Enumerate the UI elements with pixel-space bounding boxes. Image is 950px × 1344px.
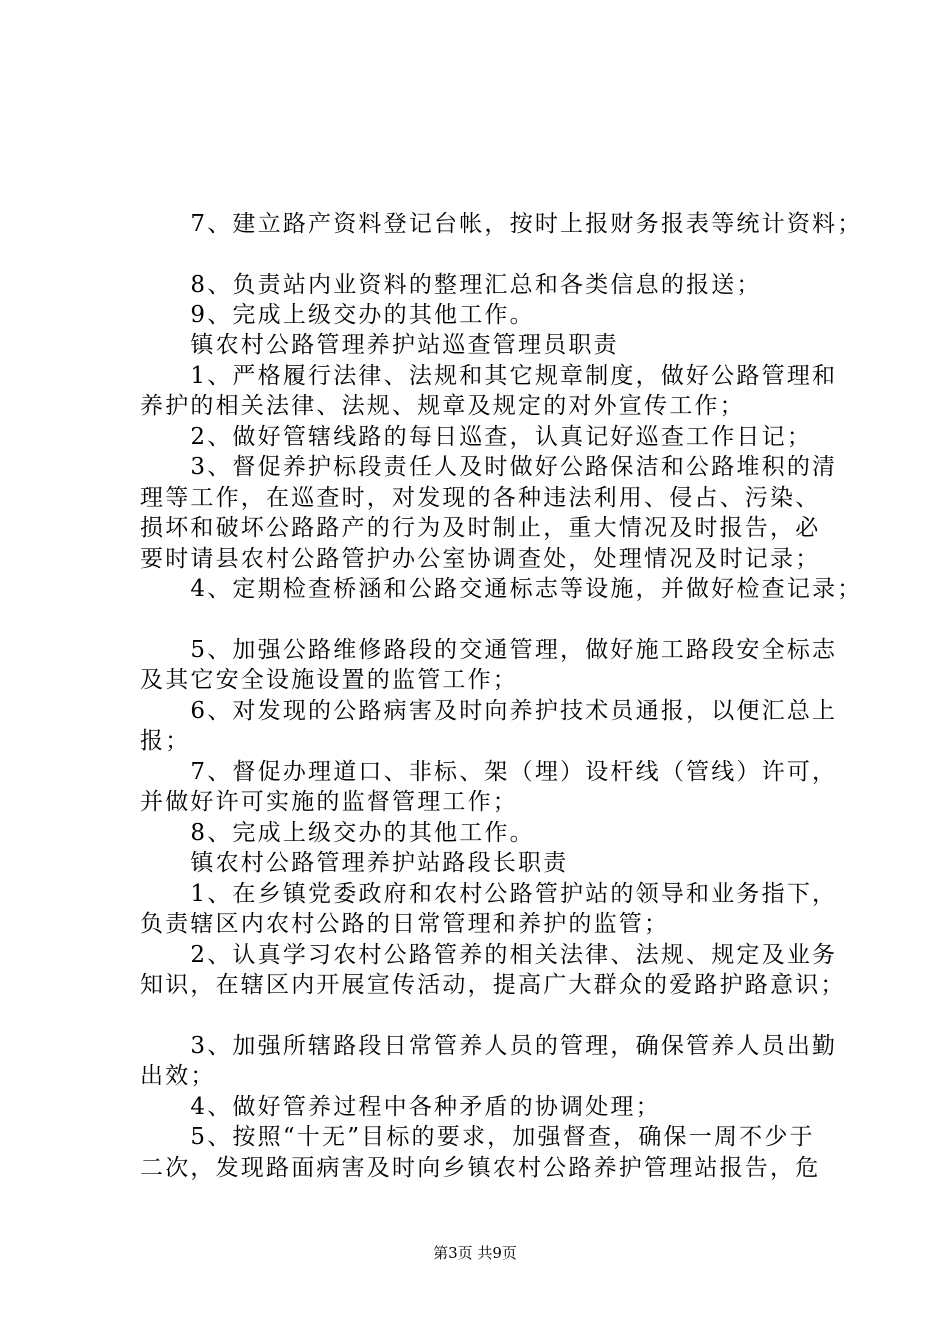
text-line: 理等工作，在巡查时，对发现的各种违法利用、侵占、污染、 xyxy=(140,485,821,511)
text-line: 1、在乡镇党委政府和农村公路管护站的领导和业务指下， xyxy=(140,881,838,907)
text-line: 7、建立路产资料登记台帐，按时上报财务报表等统计资料； xyxy=(140,211,863,237)
text-line: 报； xyxy=(140,728,191,754)
text-line: 5、加强公路维修路段的交通管理，做好施工路段安全标志 xyxy=(140,637,838,663)
text-line: 并做好许可实施的监督管理工作； xyxy=(140,789,518,815)
text-line: 5、按照“十无”目标的要求，加强督查，确保一周不少于 xyxy=(140,1124,815,1150)
text-line: 负责辖区内农村公路的日常管理和养护的监管； xyxy=(140,911,670,937)
text-line: 8、完成上级交办的其他工作。 xyxy=(140,820,535,846)
text-line: 要时请县农村公路管护办公室协调查处，处理情况及时记录； xyxy=(140,546,821,572)
page-number: 第3页 共9页 xyxy=(433,1244,517,1262)
text-line: 损坏和破坏公路路产的行为及时制止，重大情况及时报告，必 xyxy=(140,515,821,541)
text-line: 3、督促养护标段责任人及时做好公路保洁和公路堆积的清 xyxy=(140,454,838,480)
section-heading: 镇农村公路管理养护站路段长职责 xyxy=(140,850,569,876)
text-line: 3、加强所辖路段日常管养人员的管理，确保管养人员出勤 xyxy=(140,1033,838,1059)
text-line: 养护的相关法律、法规、规章及规定的对外宣传工作； xyxy=(140,393,745,419)
text-line: 9、完成上级交办的其他工作。 xyxy=(140,302,535,328)
text-line: 4、做好管养过程中各种矛盾的协调处理； xyxy=(140,1094,661,1120)
text-line: 及其它安全设施设置的监管工作； xyxy=(140,667,518,693)
text-line: 二次，发现路面病害及时向乡镇农村公路养护管理站报告，危 xyxy=(140,1155,821,1181)
section-heading: 镇农村公路管理养护站巡查管理员职责 xyxy=(140,332,619,358)
text-line: 4、定期检查桥涵和公路交通标志等设施，并做好检查记录； xyxy=(140,576,863,602)
text-line: 2、认真学习农村公路管养的相关法律、法规、规定及业务 xyxy=(140,942,838,968)
text-line: 2、做好管辖线路的每日巡查，认真记好巡查工作日记； xyxy=(140,424,813,450)
text-line: 8、负责站内业资料的整理汇总和各类信息的报送； xyxy=(140,272,762,298)
text-line: 6、对发现的公路病害及时向养护技术员通报，以便汇总上 xyxy=(140,698,838,724)
text-line: 1、严格履行法律、法规和其它规章制度，做好公路管理和 xyxy=(140,363,838,389)
text-line: 知识，在辖区内开展宣传活动，提高广大群众的爱路护路意识； xyxy=(140,972,846,998)
text-line: 7、督促办理道口、非标、架（埋）设杆线（管线）许可， xyxy=(140,759,838,785)
text-line: 出效； xyxy=(140,1063,216,1089)
